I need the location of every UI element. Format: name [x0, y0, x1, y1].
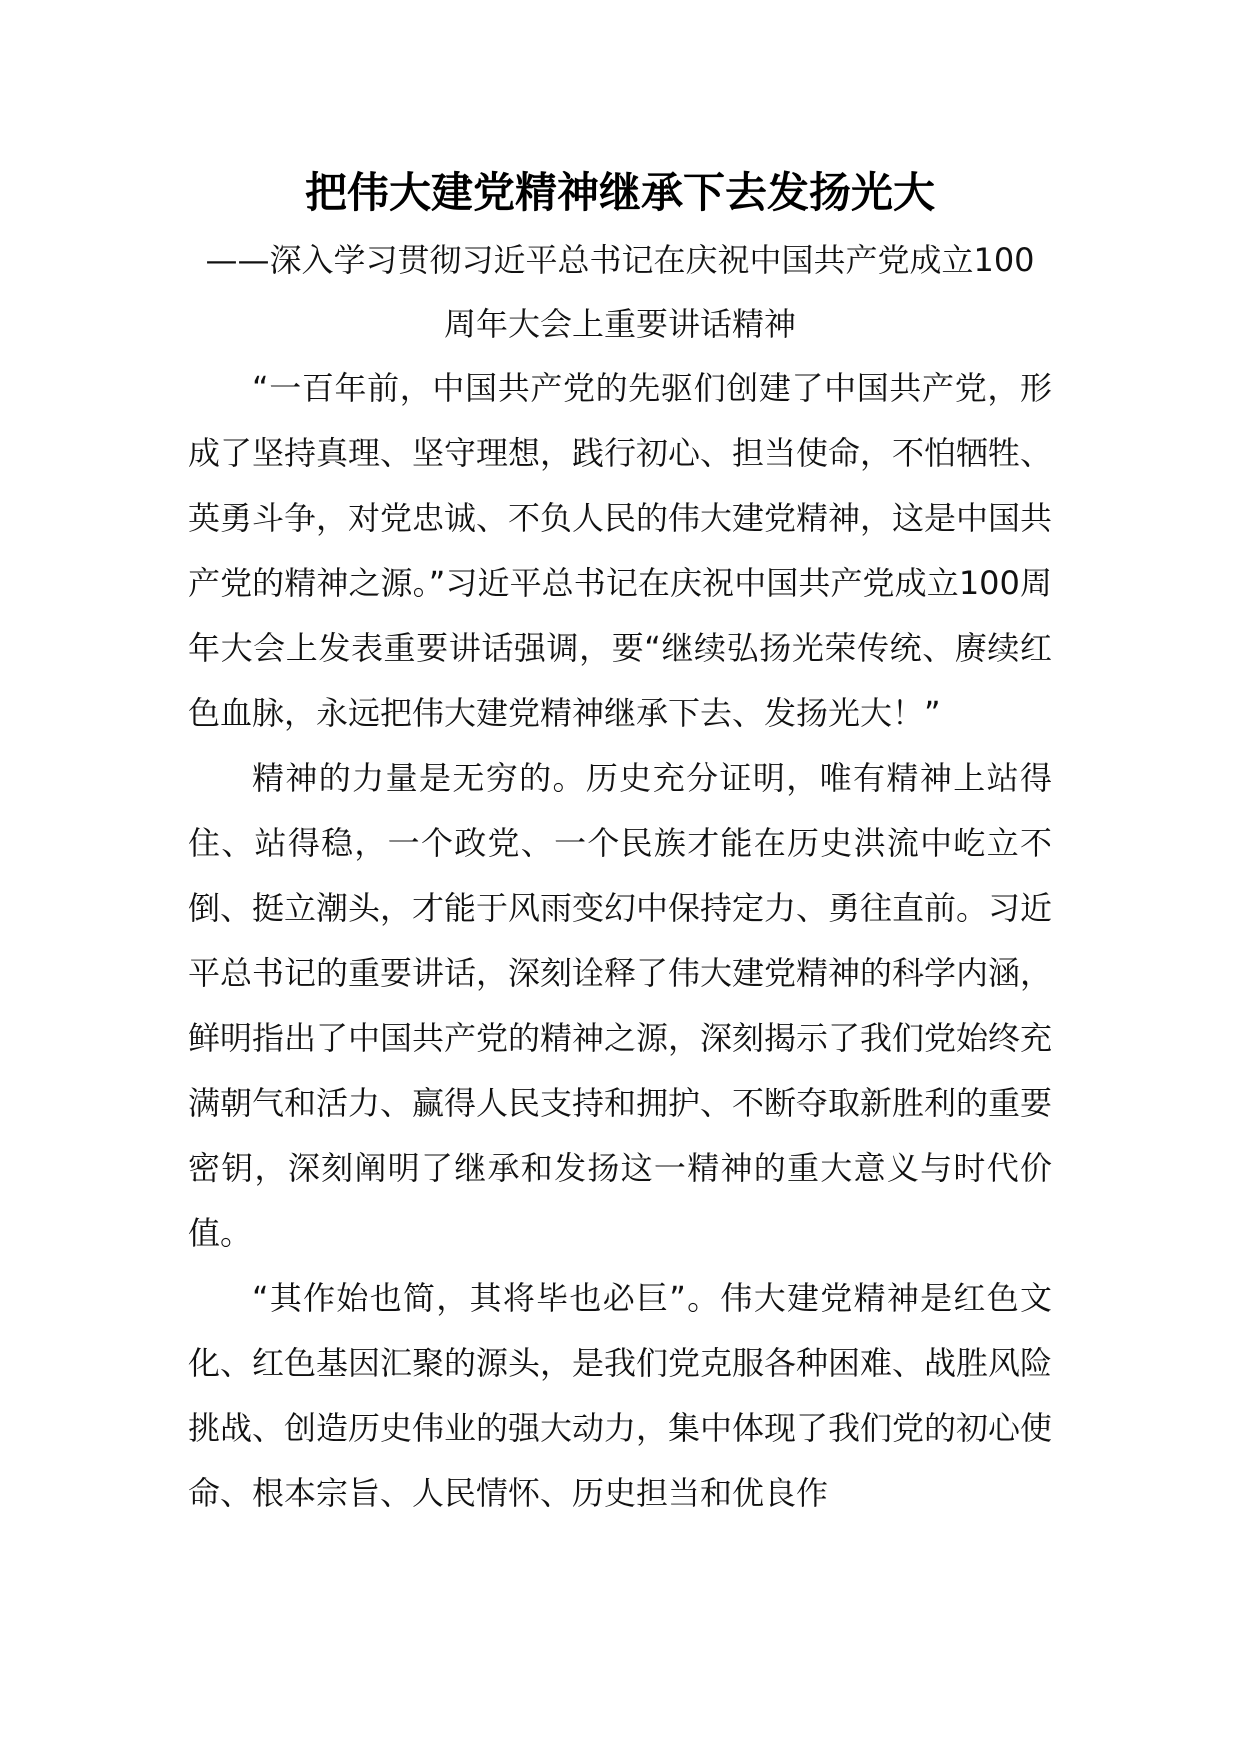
paragraph-1: “一百年前，中国共产党的先驱们创建了中国共产党，形成了坚持真理、坚守理想，践行初心、担当使命，不怕牺牲、英勇斗争，对党忠诚、不负人民的伟大建党精神，这是中国共产党的精神之源。”习近平总书记在庆祝中国共产党成立100周年大会上发表重要讲话强调，要“继续弘扬光荣传统、赓续红色血脉，永远把伟大建党精神继承下去、发扬光大！”: [188, 369, 1053, 732]
document-title: 把伟大建党精神继承下去发扬光大: [304, 168, 935, 217]
document-subtitle: ——深入学习贯彻习近平总书记在庆祝中国共产党成立100周年大会上重要讲话精神: [205, 241, 1035, 343]
document-page: [188, 158, 1052, 1526]
paragraph-2: 精神的力量是无穷的。历史充分证明，唯有精神上站得住、站得稳，一个政党、一个民族才能在历史洪流中屹立不倒、挺立潮头，才能于风雨变幻中保持定力、勇往直前。习近平总书记的重要讲话，深刻诠释了伟大建党精神的科学内涵，鲜明指出了中国共产党的精神之源，深刻揭示了我们党始终充满朝气和活力、赢得人民支持和拥护、不断夺取新胜利的重要密钥，深刻阐明了继承和发扬这一精神的重大意义与时代价值。: [188, 759, 1053, 1252]
paragraph-3: “其作始也简，其将毕也必巨”。伟大建党精神是红色文化、红色基因汇聚的源头，是我们党克服各种困难、战胜风险挑战、创造历史伟业的强大动力，集中体现了我们党的初心使命、根本宗旨、人民情怀、历史担当和优良作: [188, 1279, 1053, 1512]
